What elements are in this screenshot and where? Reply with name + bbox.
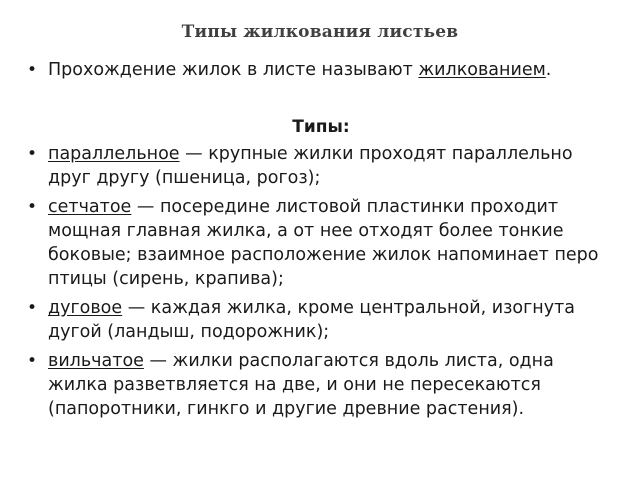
bullet-icon: •: [27, 197, 38, 217]
list-item-dichotomous: [26, 349, 616, 421]
term-dichotomous: вильчатое: [48, 351, 144, 371]
intro-term: жилкованием: [418, 60, 546, 80]
bullet-icon: •: [27, 144, 38, 164]
description-parallel: — крупные жилки проходят параллельно друг другу (пшеница, рогоз);: [48, 144, 573, 188]
intro-text: Прохождение жилок в листе называют: [48, 60, 419, 80]
bullet-icon: •: [27, 298, 38, 318]
intro-paragraph: [26, 58, 616, 82]
term-arcuate: дуговое: [48, 298, 123, 318]
slide-title: Типы жилкования листьев: [181, 22, 459, 42]
slide-content: [26, 58, 616, 426]
intro-text-end: .: [545, 60, 552, 80]
list-item-parallel: [26, 142, 616, 190]
bullet-icon: •: [27, 60, 38, 80]
list-item-arcuate: [26, 296, 616, 344]
description-dichotomous: — жилки располагаются вдоль листа, одна жилка разветвляется на две, и они не пересекаются (папоротники, гинкго и другие древние растения).: [48, 351, 554, 419]
description-arcuate: — каждая жилка, кроме центральной, изогнута дугой (ландыш, подорожник);: [48, 298, 576, 342]
types-heading: Типы:: [292, 117, 350, 137]
bullet-icon: •: [27, 351, 38, 371]
description-reticulate: — посередине листовой пластинки проходит мощная главная жилка, а от нее отходят более тонкие боковые; взаимное расположение жилок напоминает перо птицы (сирень, крапива);: [48, 197, 599, 289]
list-item-reticulate: [26, 195, 616, 291]
term-reticulate: сетчатое: [48, 197, 132, 217]
term-parallel: параллельное: [48, 144, 180, 164]
